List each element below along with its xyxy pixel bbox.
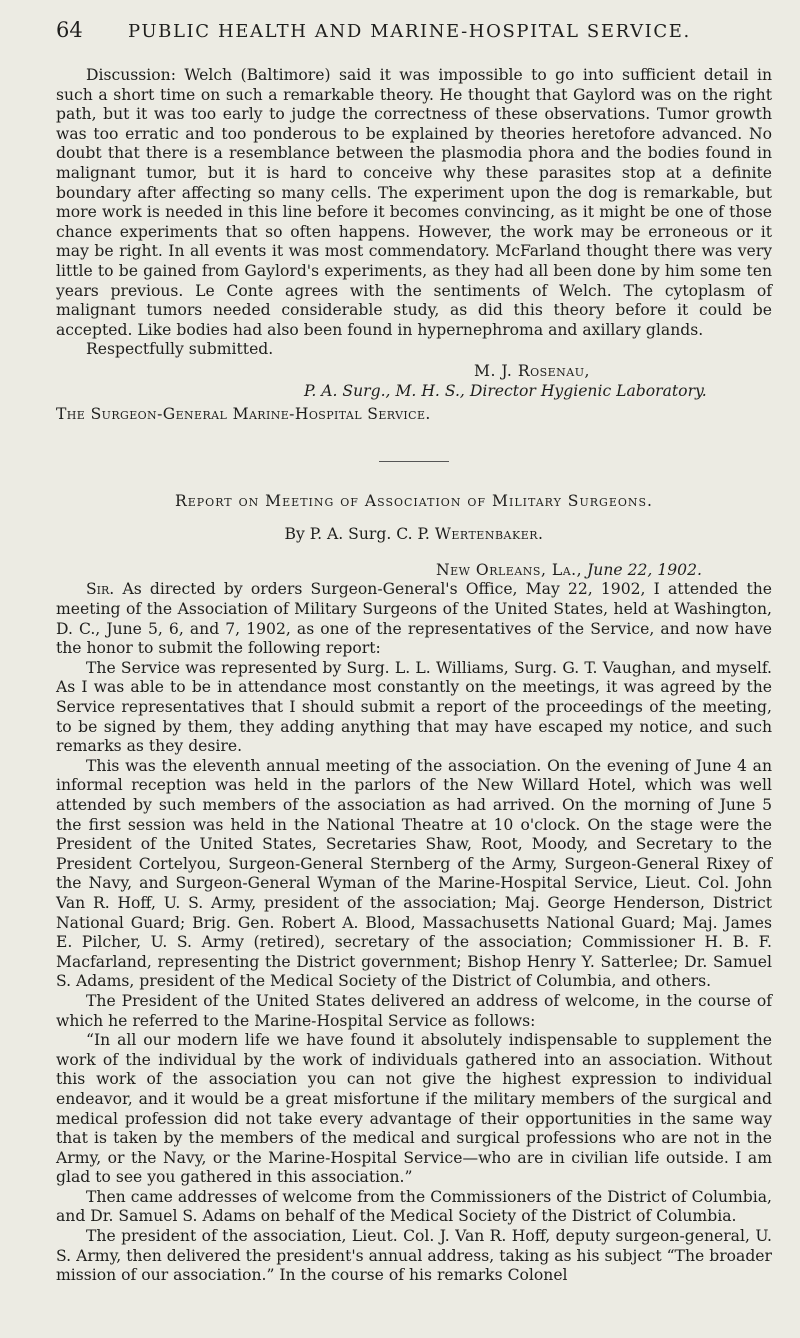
dateline-place: New Orleans, La.,	[436, 560, 583, 579]
discussion-paragraph: Discussion: Welch (Baltimore) said it was impossible to go into sufficient detail in such a short time on such a remarkable theory. He thought that Gaylord was on the right path, but it was too early to judge the correctness of these observations. Tumor growth was too erratic and too ponderous to be explained by theories heretofore advanced. No doubt that there is a resemblance between the plasmodia phora and the bodies found in malignant tumor, but it is hard to conceive why these parasites stop at a definite boundary after affecting so many cells. The experiment upon the dog is remarkable, but more work is needed in this line before it becomes convincing, as it might be one of those chance experiments that so often happens. However, the work may be erroneous or it may be right. In all events it was most commendatory. McFarland thought there was very little to be gained from Gaylord's experiments, as they had all been done by him some ten years previous. Le Conte agrees with the sentiments of Welch. The cytoplasm of malignant tumors needed considerable study, as did this theory before it could be accepted. Like bodies had also been found in hypernephroma and axillary glands.	[56, 66, 772, 339]
section-divider	[379, 461, 449, 462]
report-paragraph: This was the eleventh annual meeting of the association. On the evening of June 4 an informal reception was held in the parlors of the New Willard Hotel, which was well attended by such members of the association as had arrived. On the morning of June 5 the first session was held in the National Theatre at 10 o'clock. On the stage were the President of the United States, Secretaries Shaw, Root, Moody, and Secretary to the President Cortelyou, Surgeon-General Sternberg of the Army, Surgeon-General Rixey of the Navy, and Surgeon-General Wyman of the Marine-Hospital Service, Lieut. Col. John Van R. Hoff, U. S. Army, president of the association; Maj. George Henderson, District National Guard; Brig. Gen. Robert A. Blood, Massachusetts National Guard; Maj. James E. Pilcher, U. S. Army (retired), secretary of the association; Commissioner H. B. F. Macfarland, representing the District government; Bishop Henry Y. Satterlee; Dr. Samuel S. Adams, president of the Medical Society of the District of Columbia, and others.	[56, 756, 772, 991]
report-paragraph	[56, 580, 772, 658]
byline-name: Wertenbaker.	[434, 525, 544, 544]
report-title: Report on Meeting of Association of Military Surgeons.	[175, 491, 653, 510]
report-byline	[56, 525, 772, 545]
report-paragraph: The president of the association, Lieut. Col. J. Van R. Hoff, deputy surgeon-general, U. S. Army, then delivered the president's annual address, taking as his subject “The broader mission of our association.” In the course of his remarks Colonel	[56, 1227, 772, 1285]
signature-name: M. J. Rosenau,	[474, 361, 590, 380]
signature-title: P. A. Surg., M. H. S., Director Hygienic Laboratory.	[304, 381, 707, 400]
addressee-line: The Surgeon-General Marine-Hospital Service.	[56, 405, 431, 424]
report-paragraph: The President of the United States delivered an address of welcome, in the course of which he referred to the Marine-Hospital Service as follows:	[56, 991, 772, 1030]
salutation: Sir.	[86, 580, 115, 599]
running-head: PUBLIC HEALTH AND MARINE-HOSPITAL SERVICE.	[128, 21, 691, 42]
report-paragraph: Then came addresses of welcome from the Commissioners of the District of Columbia, and Dr. Samuel S. Adams on behalf of the Medical Society of the District of Columbia.	[56, 1187, 772, 1226]
paragraph-text: As directed by orders Surgeon-General's Office, May 22, 1902, I attended the meeting of the Association of Military Surgeons of the United States, held at Washington, D. C., June 5, 6, and 7, 1902, as one of the representatives of the Service, and now have the honor to submit the following report:	[56, 580, 772, 658]
page-header	[56, 18, 772, 58]
page-body	[56, 66, 772, 1286]
page-number: 64	[56, 18, 83, 42]
presidential-quotation: “In all our modern life we have found it absolutely indispensable to supplement the work of the individual by the work of individuals gathered into an association. Without this work of the association you can not give the highest expression to individual endeavor, and it would be a great misfortune if the military members of the surgical and medical profession did not take every advantage of their opportunities in the same way that is taken by the members of the medical and surgical professions who are not in the Army, or the Navy, or the Marine-Hospital Service—who are in civilian life outside. I am glad to see you gathered in this association.”	[56, 1031, 772, 1187]
report-dateline	[56, 561, 772, 581]
byline-prefix: By P. A. Surg. C. P.	[284, 525, 430, 544]
closing-line: Respectfully submitted.	[86, 340, 274, 359]
dateline-date: June 22, 1902.	[587, 560, 702, 579]
report-paragraph: The Service was represented by Surg. L. L. Williams, Surg. G. T. Vaughan, and myself. As I was able to be in attendance most constantly on the meetings, it was agreed by the Service representatives that I should submit a report of the proceedings of the meeting, to be signed by them, they adding anything that may have escaped my notice, and such remarks as they desire.	[56, 658, 772, 756]
